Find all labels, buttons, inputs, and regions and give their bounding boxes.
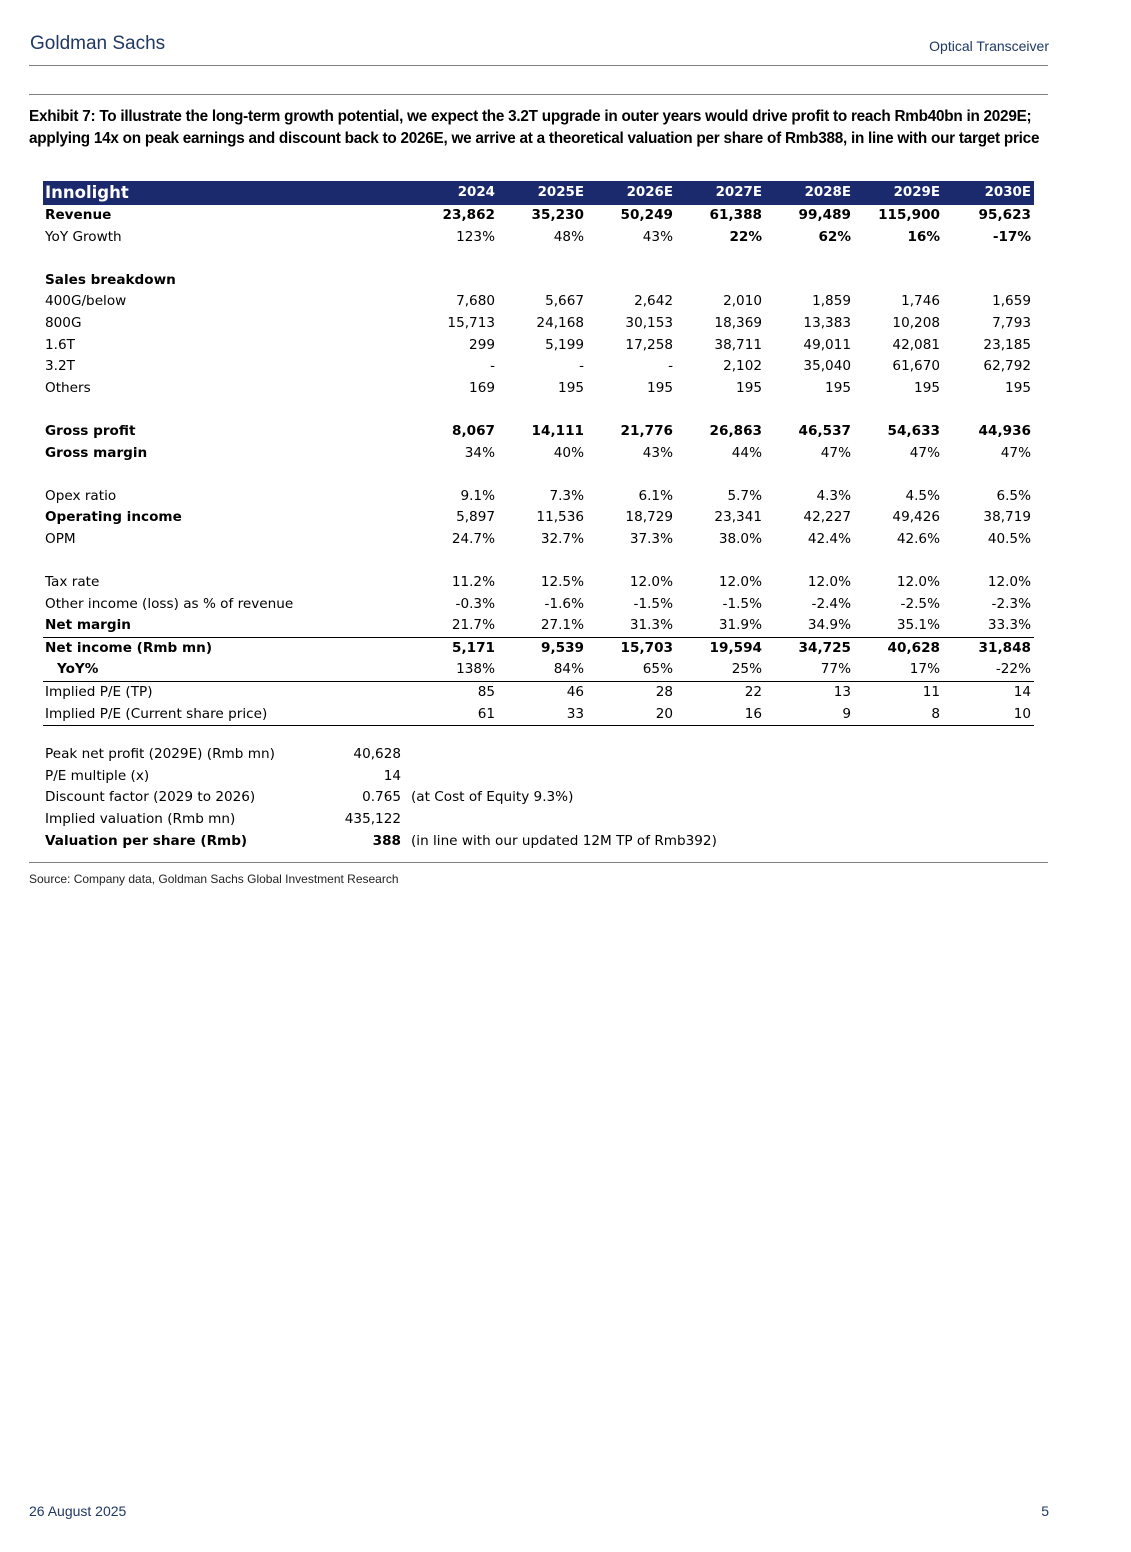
- table-cell: 8: [854, 704, 943, 726]
- table-cell: 62%: [818, 228, 851, 245]
- table-row: [43, 486, 1034, 508]
- table-cell: 22: [744, 684, 762, 701]
- table-cell: 195: [914, 379, 940, 396]
- valuation-value: 0.765: [362, 789, 401, 806]
- table-row: [43, 529, 1034, 551]
- table-cell: 17,258: [625, 336, 673, 353]
- valuation-note: [401, 809, 717, 831]
- row-label: Operating income: [45, 509, 182, 526]
- table-cell: -2.5%: [900, 595, 940, 612]
- valuation-row: [43, 744, 717, 766]
- table-cell: 13: [833, 684, 851, 701]
- table-cell: 13,383: [803, 314, 851, 331]
- table-cell: 65%: [587, 659, 676, 681]
- table-cell: -17%: [992, 228, 1031, 245]
- table-row: [43, 291, 1034, 313]
- table-cell: 12.0%: [987, 574, 1031, 591]
- year-header: 2026E: [626, 185, 673, 200]
- table-cell: 34.9%: [807, 617, 851, 634]
- row-label: Gross profit: [45, 422, 136, 439]
- row-label: Gross margin: [45, 444, 148, 461]
- table-cell: 14,111: [531, 422, 584, 439]
- table-cell: 32.7%: [540, 530, 584, 547]
- year-header: 2027E: [715, 185, 762, 200]
- table-cell: 21.7%: [451, 617, 495, 634]
- spacer-row: [43, 248, 1034, 270]
- valuation-note: [401, 766, 717, 788]
- table-cell: 8,067: [452, 422, 495, 439]
- table-cell: 24,168: [536, 314, 584, 331]
- table-cell: 11,536: [536, 509, 584, 526]
- table-cell: 4.5%: [905, 487, 940, 504]
- table-cell: [413, 270, 498, 292]
- table-cell: 10: [943, 704, 1034, 726]
- table-cell: 6.1%: [638, 487, 673, 504]
- valuation-row: [43, 766, 717, 788]
- table-cell: 50,249: [620, 207, 673, 223]
- table-cell: [676, 270, 765, 292]
- table-cell: 12.0%: [629, 574, 673, 591]
- table-cell: 21,776: [620, 422, 673, 439]
- row-label: YoY%: [43, 659, 413, 681]
- valuation-value: 435,122: [344, 811, 401, 828]
- table-cell: 1,859: [812, 293, 851, 310]
- table-cell: 195: [558, 379, 584, 396]
- table-cell: 34%: [464, 444, 495, 461]
- table-cell: 31,848: [943, 637, 1034, 659]
- table-cell: -1.5%: [633, 595, 673, 612]
- spacer-row: [43, 399, 1034, 421]
- table-cell: 195: [1005, 379, 1031, 396]
- table-cell: 18,729: [625, 509, 673, 526]
- row-label: YoY Growth: [45, 228, 122, 245]
- row-label: Net income (Rmb mn): [43, 637, 413, 659]
- table-cell: 11: [922, 684, 940, 701]
- table-cell: 14: [1013, 684, 1031, 701]
- table-cell: 27.1%: [540, 617, 584, 634]
- table-cell: 5,171: [413, 637, 498, 659]
- year-header: 2030E: [984, 185, 1031, 200]
- table-cell: 15,703: [587, 637, 676, 659]
- table-cell: 12.0%: [718, 574, 762, 591]
- table-row: [43, 356, 1034, 378]
- table-cell: [854, 270, 943, 292]
- table-cell: 61: [413, 704, 498, 726]
- table-row: [43, 205, 1034, 227]
- table-cell: 40%: [553, 444, 584, 461]
- table-cell: 49,011: [803, 336, 851, 353]
- table-cell: 61,670: [892, 358, 940, 375]
- row-label: Net margin: [45, 617, 131, 634]
- valuation-label: Implied valuation (Rmb mn): [45, 811, 236, 828]
- table-cell: 43%: [642, 444, 673, 461]
- table-cell: 17%: [854, 659, 943, 681]
- table-cell: 42,227: [803, 509, 851, 526]
- table-cell: 40.5%: [987, 530, 1031, 547]
- table-cell: 10,208: [892, 314, 940, 331]
- company-name: Innolight: [45, 183, 129, 202]
- table-cell: 47%: [820, 444, 851, 461]
- exhibit-title: Exhibit 7: To illustrate the long-term growth potential, we expect the 3.2T upgrade in outer years would drive profit to reach Rmb40bn in 2029E; applying 14x on peak earnings and discount back to 2026E, we arrive at a theoretical valuation per share of Rmb388, in line with our target price: [29, 108, 1040, 147]
- row-label: Implied P/E (Current share price): [43, 704, 413, 726]
- page-number: 5: [1041, 1503, 1049, 1519]
- table-cell: 48%: [553, 228, 584, 245]
- row-label: Other income (loss) as % of revenue: [45, 595, 294, 612]
- table-row: [43, 637, 1034, 659]
- table-cell: [765, 270, 854, 292]
- table-cell: 28: [655, 684, 673, 701]
- table-row: [43, 227, 1034, 249]
- table-cell: 115,900: [878, 207, 940, 223]
- table-row: [43, 615, 1034, 637]
- valuation-value: 40,628: [353, 746, 401, 762]
- table-cell: 7,680: [456, 293, 495, 310]
- table-cell: 30,153: [625, 314, 673, 331]
- exhibit-top-divider: [29, 94, 1048, 95]
- table-cell: 44,936: [978, 422, 1031, 439]
- valuation-note: (at Cost of Equity 9.3%): [411, 789, 574, 806]
- spacer-row: [43, 551, 1034, 573]
- table-cell: 23,185: [983, 336, 1031, 353]
- table-cell: -: [668, 358, 673, 375]
- table-cell: 54,633: [887, 422, 940, 439]
- table-cell: 18,369: [714, 314, 762, 331]
- table-cell: 23,862: [442, 207, 495, 223]
- valuation-label: Peak net profit (2029E) (Rmb mn): [45, 746, 275, 762]
- table-cell: 43%: [642, 228, 673, 245]
- table-cell: 2,102: [723, 358, 762, 375]
- table-cell: -1.5%: [722, 595, 762, 612]
- table-cell: 85: [477, 684, 495, 701]
- table-cell: -2.4%: [811, 595, 851, 612]
- table-cell: 123%: [456, 228, 495, 245]
- table-cell: 19,594: [676, 637, 765, 659]
- table-cell: 15,713: [447, 314, 495, 331]
- exhibit-bottom-divider: [29, 862, 1048, 863]
- row-label: Others: [45, 379, 91, 396]
- table-cell: 31.3%: [629, 617, 673, 634]
- table-cell: 42,081: [892, 336, 940, 353]
- valuation-label: Discount factor (2029 to 2026): [45, 789, 256, 806]
- table-cell: 5,199: [545, 336, 584, 353]
- row-label: Opex ratio: [45, 487, 117, 504]
- table-cell: 31.9%: [718, 617, 762, 634]
- year-header: 2025E: [537, 185, 584, 200]
- table-cell: 16: [676, 704, 765, 726]
- table-cell: -: [490, 358, 495, 375]
- table-cell: 25%: [676, 659, 765, 681]
- table-cell: 62,792: [983, 358, 1031, 375]
- spacer-row: [43, 464, 1034, 486]
- financial-table: [43, 181, 1034, 726]
- valuation-table: [43, 744, 717, 853]
- table-cell: 42.4%: [807, 530, 851, 547]
- table-cell: 9,539: [498, 637, 587, 659]
- year-header: 2029E: [893, 185, 940, 200]
- table-cell: 9.1%: [460, 487, 495, 504]
- valuation-note: (in line with our updated 12M TP of Rmb392): [411, 832, 717, 849]
- valuation-note: [401, 744, 717, 766]
- table-cell: 12.0%: [896, 574, 940, 591]
- table-row: [43, 270, 1034, 292]
- table-cell: 4.3%: [816, 487, 851, 504]
- valuation-row: [43, 787, 717, 809]
- table-row: [43, 378, 1034, 400]
- brand-name: Goldman Sachs: [30, 33, 166, 54]
- table-row: [43, 659, 1034, 681]
- valuation-label: Valuation per share (Rmb): [45, 832, 248, 849]
- valuation-label: P/E multiple (x): [45, 767, 150, 784]
- table-cell: 22%: [729, 228, 762, 245]
- table-cell: 33: [498, 704, 587, 726]
- table-cell: 49,426: [892, 509, 940, 526]
- row-label: 3.2T: [45, 358, 75, 375]
- table-cell: 24.7%: [451, 530, 495, 547]
- table-row: [43, 594, 1034, 616]
- table-cell: 46,537: [798, 422, 851, 439]
- table-cell: 37.3%: [629, 530, 673, 547]
- table-cell: -1.6%: [544, 595, 584, 612]
- table-row: [43, 507, 1034, 529]
- valuation-value: 388: [372, 832, 401, 849]
- table-cell: 7,793: [992, 314, 1031, 331]
- table-cell: 1,746: [901, 293, 940, 310]
- row-label: 400G/below: [45, 293, 127, 310]
- table-row: [43, 704, 1034, 726]
- year-header: 2024: [457, 185, 495, 200]
- row-label: Sales breakdown: [45, 271, 176, 288]
- table-cell: 195: [647, 379, 673, 396]
- table-cell: 38.0%: [718, 530, 762, 547]
- row-label: Revenue: [45, 207, 112, 223]
- table-cell: 33.3%: [987, 617, 1031, 634]
- table-cell: 99,489: [798, 207, 851, 223]
- year-header: 2028E: [804, 185, 851, 200]
- table-cell: -: [579, 358, 584, 375]
- table-cell: -22%: [943, 659, 1034, 681]
- table-cell: 12.5%: [540, 574, 584, 591]
- table-cell: 5,897: [456, 509, 495, 526]
- table-row: [43, 443, 1034, 465]
- table-cell: 34,725: [765, 637, 854, 659]
- source-note: Source: Company data, Goldman Sachs Global Investment Research: [29, 872, 399, 886]
- valuation-row: [43, 809, 717, 831]
- table-cell: 84%: [498, 659, 587, 681]
- table-cell: 1,659: [992, 293, 1031, 310]
- table-cell: 95,623: [978, 207, 1031, 223]
- table-cell: 12.0%: [807, 574, 851, 591]
- table-cell: 26,863: [709, 422, 762, 439]
- valuation-value: 14: [383, 767, 401, 784]
- table-cell: 195: [825, 379, 851, 396]
- table-cell: 40,628: [854, 637, 943, 659]
- table-cell: 11.2%: [451, 574, 495, 591]
- table-cell: 38,719: [983, 509, 1031, 526]
- table-cell: 61,388: [709, 207, 762, 223]
- row-label: Implied P/E (TP): [45, 684, 153, 701]
- row-label: 800G: [45, 314, 82, 331]
- table-cell: 42.6%: [896, 530, 940, 547]
- table-cell: 169: [469, 379, 495, 396]
- table-cell: 7.3%: [549, 487, 584, 504]
- table-cell: -2.3%: [991, 595, 1031, 612]
- table-row: [43, 313, 1034, 335]
- table-cell: 2,010: [723, 293, 762, 310]
- header-divider: [29, 65, 1048, 66]
- row-label: 1.6T: [45, 336, 75, 353]
- table-cell: 46: [566, 684, 584, 701]
- table-cell: 35.1%: [896, 617, 940, 634]
- table-row: [43, 335, 1034, 357]
- table-cell: 299: [469, 336, 495, 353]
- table-cell: 9: [765, 704, 854, 726]
- table-cell: 38,711: [714, 336, 762, 353]
- table-row: [43, 572, 1034, 594]
- table-cell: 20: [587, 704, 676, 726]
- table-cell: 6.5%: [996, 487, 1031, 504]
- row-label: OPM: [45, 530, 76, 547]
- table-row: [43, 421, 1034, 443]
- table-cell: 47%: [1000, 444, 1031, 461]
- valuation-row: [43, 831, 717, 853]
- table-cell: 195: [736, 379, 762, 396]
- table-cell: 23,341: [714, 509, 762, 526]
- table-cell: -0.3%: [455, 595, 495, 612]
- section-title: Optical Transceiver: [929, 38, 1049, 54]
- table-cell: 47%: [909, 444, 940, 461]
- table-cell: 35,230: [531, 207, 584, 223]
- table-cell: 16%: [907, 228, 940, 245]
- table-cell: 44%: [731, 444, 762, 461]
- table-cell: [498, 270, 587, 292]
- table-cell: [587, 270, 676, 292]
- table-cell: 2,642: [634, 293, 673, 310]
- row-label: Tax rate: [45, 574, 100, 591]
- table-cell: 138%: [413, 659, 498, 681]
- footer-date: 26 August 2025: [29, 1503, 127, 1519]
- table-row: [43, 682, 1034, 704]
- table-cell: [943, 270, 1034, 292]
- table-cell: 77%: [765, 659, 854, 681]
- table-header-row: [43, 181, 1034, 205]
- table-cell: 35,040: [803, 358, 851, 375]
- table-cell: 5.7%: [727, 487, 762, 504]
- table-cell: 5,667: [545, 293, 584, 310]
